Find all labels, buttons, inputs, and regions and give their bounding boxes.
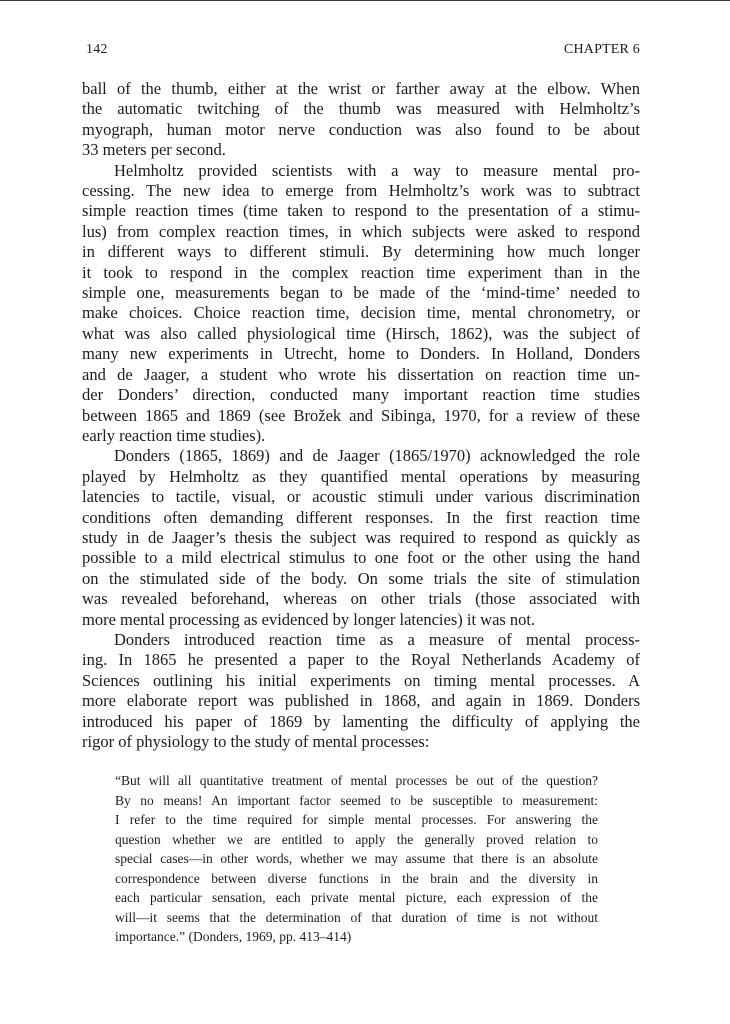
scan-edge-line [0, 0, 730, 1]
document-body [82, 79, 640, 947]
page-number: 142 [86, 42, 108, 57]
paragraph [82, 79, 640, 161]
text-line: latencies to tactile, visual, or acoustic stimuli under various discrimination [82, 487, 640, 507]
text-line: conditions often demanding different responses. In the first reaction time [82, 507, 640, 527]
paragraph [82, 446, 640, 630]
text-line: early reaction time studies). [82, 425, 266, 445]
text-line: importance.” (Donders, 1969, pp. 413–414) [115, 929, 352, 945]
text-line: simple one, measurements began to be made of the ‘mind-time’ needed to [82, 283, 640, 303]
text-line: will—it seems that the determination of that duration of time is not without [115, 909, 598, 925]
text-line: simple reaction times (time taken to respond to the presentation of a stimu- [82, 201, 640, 221]
text-line: lus) from complex reaction times, in which subjects were asked to respond [82, 221, 640, 241]
text-line: der Donders’ direction, conducted many important reaction time studies [82, 385, 640, 405]
text-line: question whether we are entitled to apply the generally proved relation to [115, 831, 598, 847]
text-line: 33 meters per second. [82, 140, 226, 160]
text-line: between 1865 and 1869 (see Brožek and Sibinga, 1970, for a review of these [82, 405, 640, 425]
block-quote [115, 771, 598, 947]
text-line: myograph, human motor nerve conduction was also found to be about [82, 119, 640, 139]
paragraph [82, 161, 640, 447]
text-line: possible to a mild electrical stimulus to one foot or the other using the hand [82, 548, 640, 568]
text-line: cessing. The new idea to emerge from Helmholtz’s work was to subtract [82, 181, 640, 201]
text-line: special cases—in other words, whether we may assume that there is an absolute [115, 851, 598, 867]
text-line: more mental processing as evidenced by longer latencies) it was not. [82, 609, 536, 629]
text-line: more elaborate report was published in 1868, and again in 1869. Donders [82, 691, 640, 711]
text-line: study in de Jaager’s thesis the subject was required to respond as quickly as [82, 527, 640, 547]
text-line: Donders (1865, 1869) and de Jaager (1865/1970) acknowledged the role [114, 446, 640, 466]
text-line: the automatic twitching of the thumb was measured with Helmholtz’s [82, 99, 640, 119]
text-line: Sciences outlining his initial experiments on timing mental processes. A [82, 670, 640, 690]
text-line: make choices. Choice reaction time, decision time, mental chronometry, or [82, 303, 640, 323]
text-line: ing. In 1865 he presented a paper to the Royal Netherlands Academy of [82, 650, 640, 670]
text-line: in different ways to different stimuli. By determining how much longer [82, 242, 640, 262]
text-line: “But will all quantitative treatment of mental processes be out of the question? [115, 773, 598, 789]
text-line: each particular sensation, each private mental picture, each expression of the [115, 890, 598, 906]
text-line: it took to respond in the complex reaction time experiment than in the [82, 262, 640, 282]
paragraph [82, 630, 640, 752]
text-line: By no means! An important factor seemed to be susceptible to measurement: [115, 792, 598, 808]
text-line: rigor of physiology to the study of mental processes: [82, 732, 430, 751]
text-line: played by Helmholtz as they quantified mental operations by measuring [82, 466, 640, 486]
chapter-label: CHAPTER 6 [563, 42, 640, 57]
text-line: on the stimulated side of the body. On some trials the site of stimulation [82, 568, 640, 588]
text-line: ball of the thumb, either at the wrist or farther away at the elbow. When [82, 79, 640, 98]
text-line: and de Jaager, a student who wrote his dissertation on reaction time un- [82, 364, 640, 384]
running-head [86, 42, 640, 58]
text-line: Donders introduced reaction time as a measure of mental process- [114, 629, 640, 649]
text-line: introduced his paper of 1869 by lamenting the difficulty of applying the [82, 711, 640, 731]
text-line: was revealed beforehand, whereas on other trials (those associated with [82, 589, 640, 609]
text-line: what was also called physiological time (Hirsch, 1862), was the subject of [82, 323, 640, 343]
text-line: many new experiments in Utrecht, home to Donders. In Holland, Donders [82, 344, 640, 364]
text-line: I refer to the time required for simple mental processes. For answering the [115, 812, 598, 828]
text-line: Helmholtz provided scientists with a way to measure mental pro- [114, 160, 640, 180]
text-line: correspondence between diverse functions in the brain and the diversity in [115, 870, 598, 886]
